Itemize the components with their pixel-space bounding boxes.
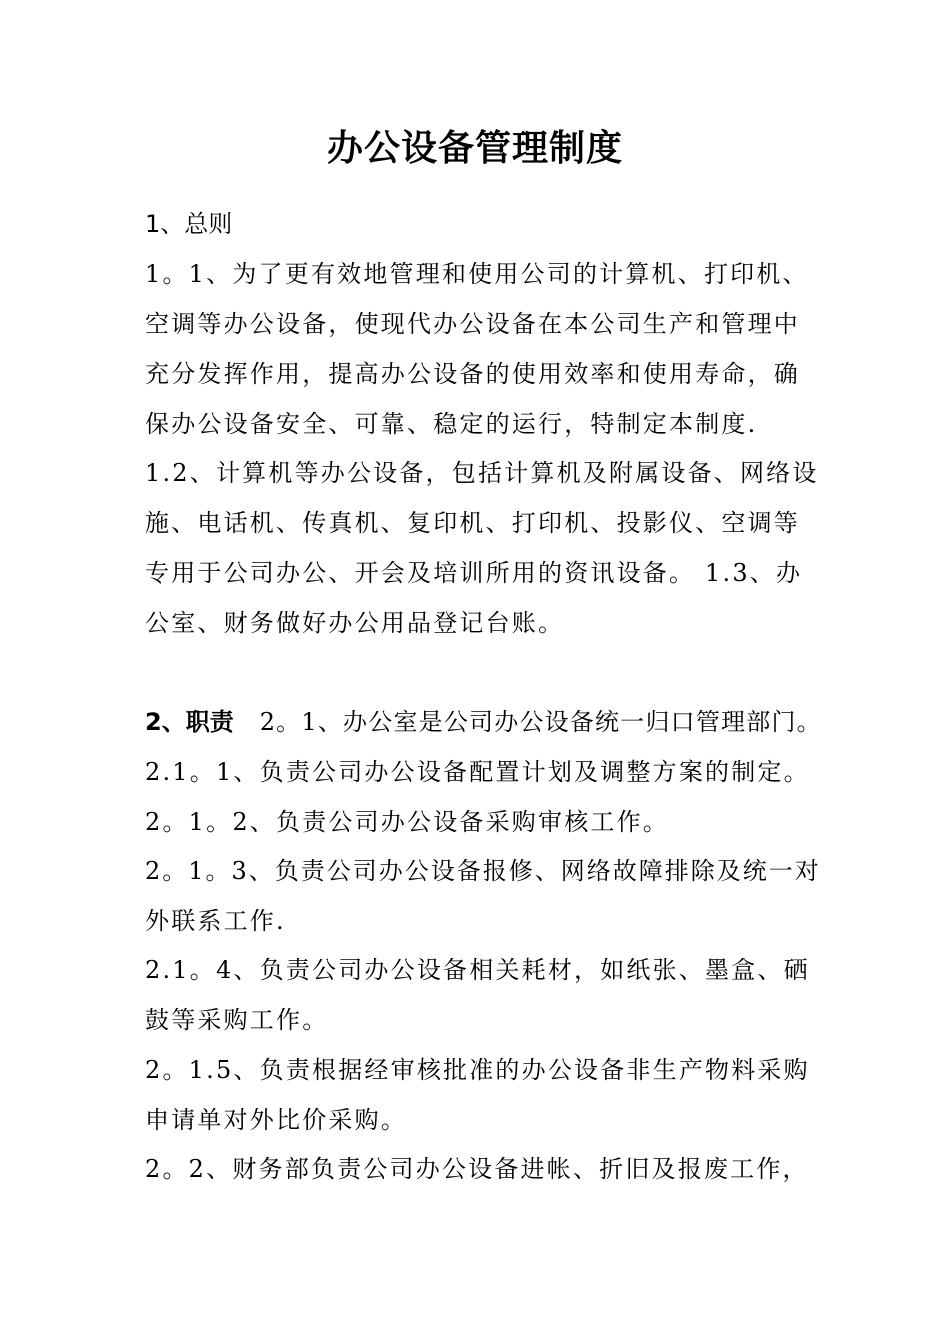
paragraph-line: 2.1。4、负责公司办公设备相关耗材，如纸张、墨盒、硒 bbox=[145, 956, 810, 984]
paragraph-line: 2.1。1、负责公司办公设备配置计划及调整方案的制定。 bbox=[145, 758, 810, 786]
paragraph-line: 2。1。3、负责公司办公设备报修、网络故障排除及统一对 bbox=[145, 857, 821, 885]
paragraph-line: 2。1.5、负责根据经审核批准的办公设备非生产物料采购 bbox=[145, 1056, 810, 1084]
paragraph-line: 1。1、为了更有效地管理和使用公司的计算机、打印机、 bbox=[145, 260, 809, 288]
paragraph-line: 公室、财务做好办公用品登记台账。 bbox=[145, 609, 565, 637]
paragraph-line: 1.2、计算机等办公设备，包括计算机及附属设备、网络设 bbox=[145, 459, 819, 487]
paragraph-line: 空调等办公设备，使现代办公设备在本公司生产和管理中 bbox=[145, 310, 800, 338]
duties-intro-text: 2。1、办公室是公司办公设备统一归口管理部门。 bbox=[259, 708, 822, 736]
paragraph-line: 施、电话机、传真机、复印机、打印机、投影仪、空调等 bbox=[145, 509, 800, 537]
paragraph-line: 保办公设备安全、可靠、稳定的运行，特制定本制度. bbox=[145, 410, 758, 438]
paragraph-line: 充分发挥作用，提高办公设备的使用效率和使用寿命，确 bbox=[145, 360, 800, 388]
paragraph-line: 鼓等采购工作。 bbox=[145, 1006, 329, 1034]
paragraph-line: 2。1。2、负责公司办公设备采购审核工作。 bbox=[145, 808, 670, 836]
section-duties-line bbox=[145, 702, 825, 742]
paragraph-line: 外联系工作. bbox=[145, 907, 286, 935]
paragraph-line: 申请单对外比价采购。 bbox=[145, 1106, 407, 1134]
paragraph-line: 2。2、财务部负责公司办公设备进帐、折旧及报废工作， bbox=[145, 1155, 809, 1183]
section-heading-duties: 2、职责 bbox=[145, 708, 234, 736]
section-heading-general: 1、总则 bbox=[145, 210, 233, 238]
document-title: 办公设备管理制度 bbox=[326, 127, 623, 169]
paragraph-line: 专用于公司办公、开会及培训所用的资讯设备。 1.3、办 bbox=[145, 559, 803, 587]
